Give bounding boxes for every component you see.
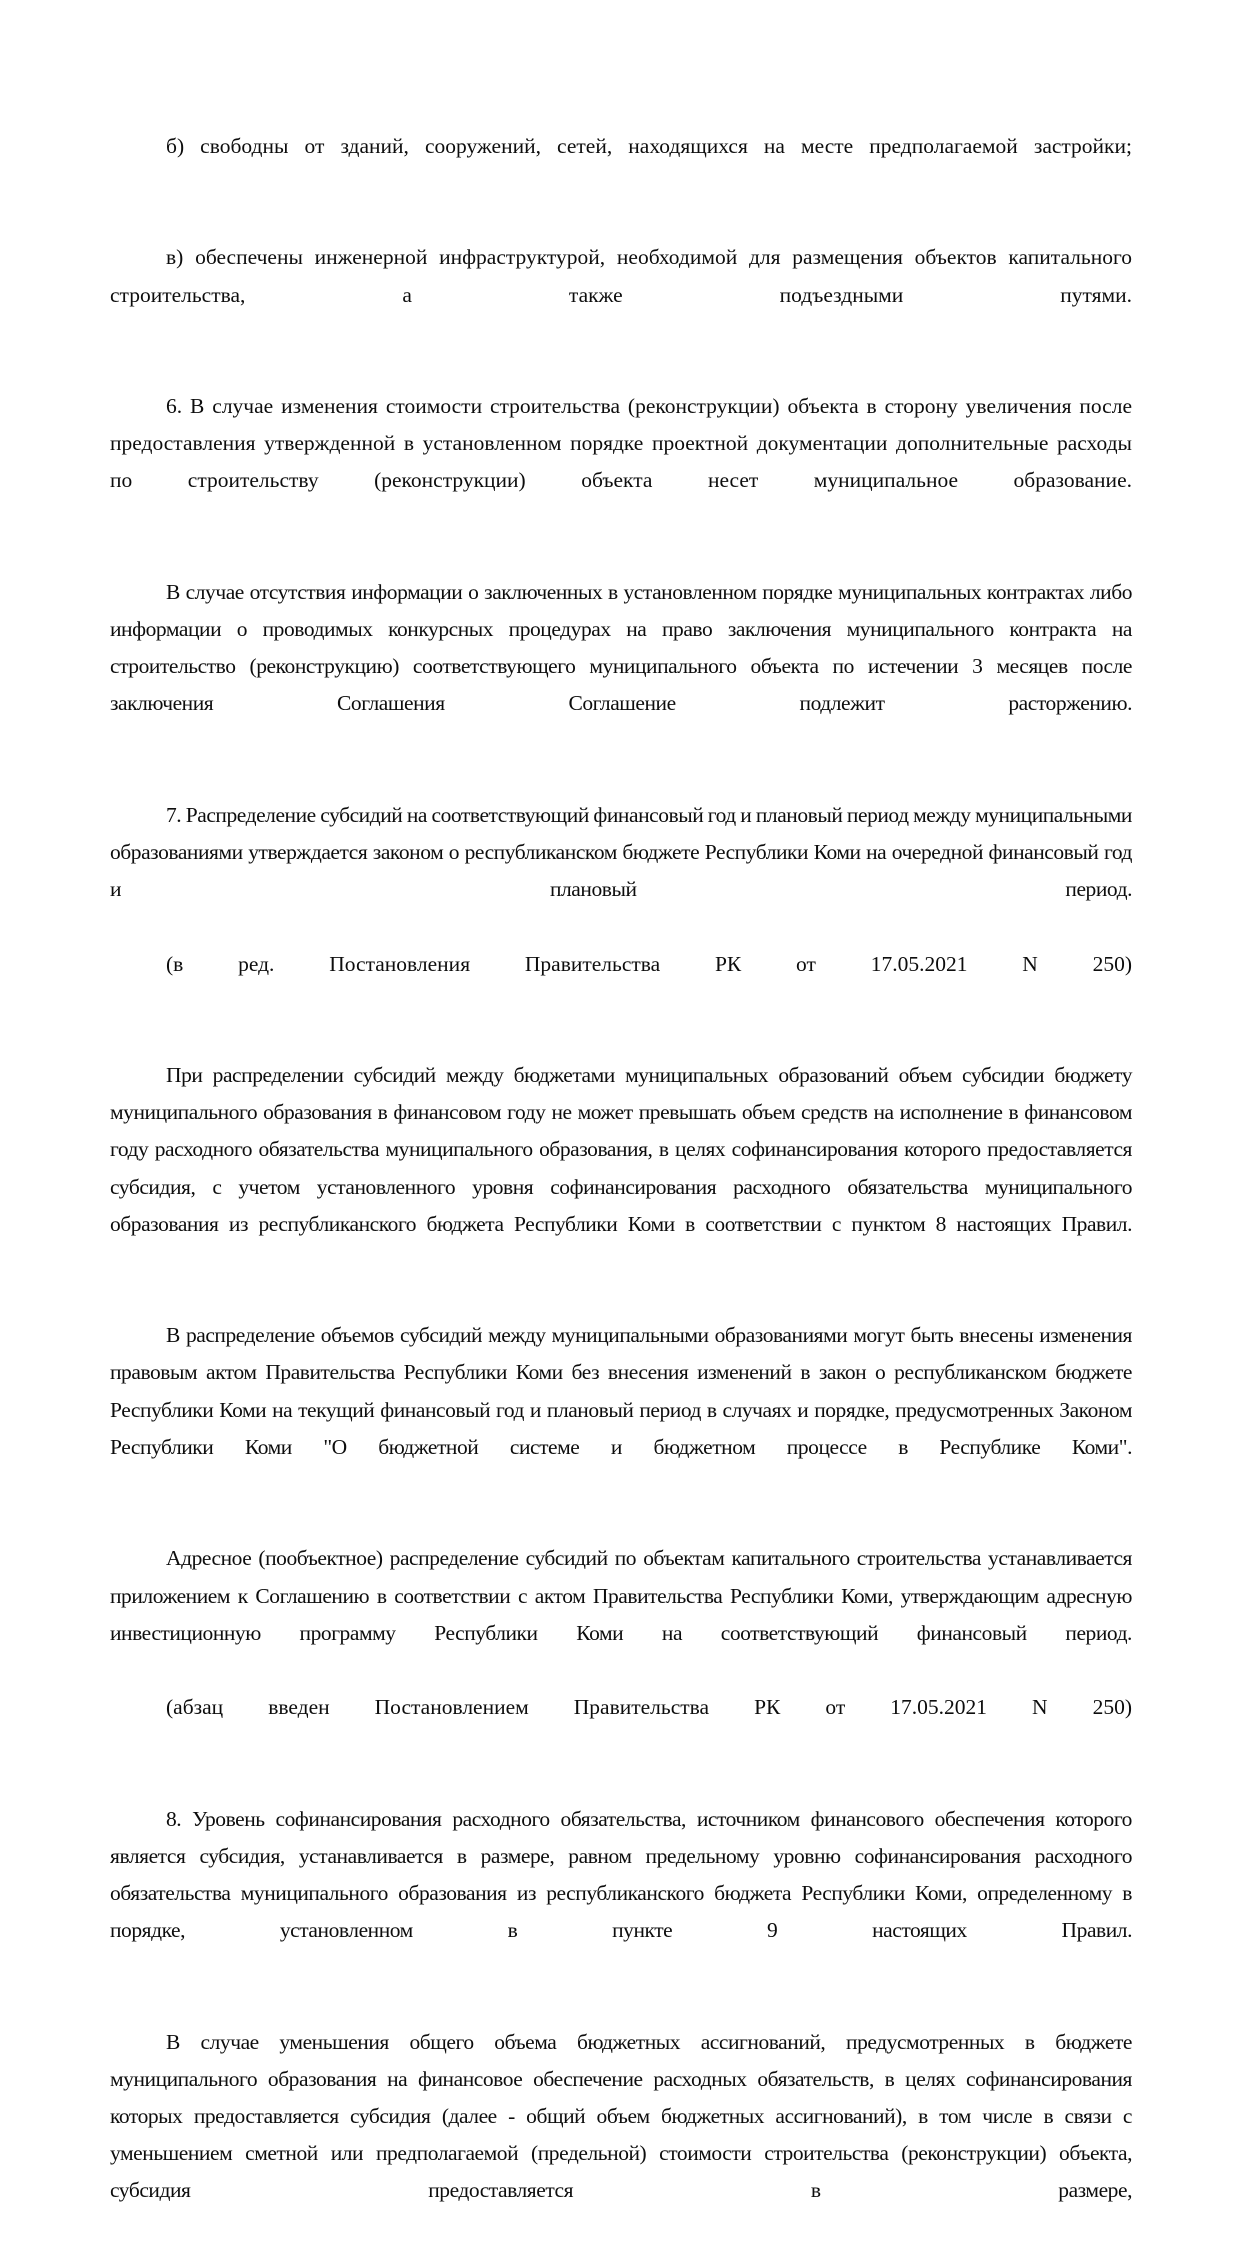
document-text-body <box>110 128 1132 2247</box>
paragraph-spacer <box>110 202 1132 239</box>
paragraph-spacer <box>110 1764 1132 1801</box>
clause-8: 8. Уровень софинансирования расходного обязательства, источником финансового обеспечения которого является субсидия, устанавливается в размере, равном предельному уровню софинансирования расходного обязательства муниципального образования из республиканского бюджета Республики Коми, определенному в порядке, установленном в пункте 9 настоящих Правил. <box>110 1806 1132 1943</box>
clause-6: 6. В случае изменения стоимости строительства (реконструкции) объекта в сторону увеличения после предоставления утвержденной в установленном порядке проектной документации дополнительные расходы по строительству (реконструкции) объекта несет муниципальное образование. <box>110 394 1132 493</box>
paragraph-spacer <box>110 351 1132 388</box>
paragraph-spacer <box>110 1503 1132 1540</box>
clause-7-paragraph-3: В распределение объемов субсидий между муниципальными образованиями могут быть внесены изменения правовым актом Правительства Республики Коми без внесения изменений в закон о республиканском бюджете Республики Коми на текущий финансовый год и плановый период в случаях и порядке, предусмотренных Законом Республики Коми "О бюджетной системе и бюджетном процессе в Республике Коми". <box>110 1323 1132 1459</box>
paragraph-spacer <box>110 760 1132 797</box>
list-item-b: б) свободны от зданий, сооружений, сетей, находящихся на месте предполагаемой застройки; <box>166 134 1132 158</box>
clause-7-paragraph-4: Адресное (пообъектное) распределение субсидий по объектам капитального строительства устанавливается приложением к Соглашению в соответствии с актом Правительства Республики Коми, утверждающим адресную инвестиционную программу Республики Коми на соответствующий финансовый период. <box>110 1546 1132 1645</box>
paragraph-spacer <box>110 1280 1132 1317</box>
clause-8-paragraph-2: В случае уменьшения общего объема бюджетных ассигнований, предусмотренных в бюджете муниципального образования на финансовое обеспечение расходных обязательств, в целях софинансирования которых предоставляется субсидия (далее - общий объем бюджетных ассигнований), в том числе в связи с уменьшением сметной или предполагаемой (предельной) стоимости строительства (реконструкции) объекта, субсидия предоставляется в размере, <box>110 2029 1132 2203</box>
clause-7-paragraph-2: При распределении субсидий между бюджетами муниципальных образований объем субсидии бюджету муниципального образования в финансовом году не может превышать объем средств на исполнение в финансовом году расходного обязательства муниципального образования, в целях софинансирования которого предоставляется субсидия, с учетом установленного уровня софинансирования расходного обязательства муниципального образования из республиканского бюджета Республики Коми в соответствии с пунктом 8 настоящих Правил. <box>110 1063 1132 1236</box>
list-item-v: в) обеспечены инженерной инфраструктурой, необходимой для размещения объектов капитального строительства, а также подъездными путями. <box>110 245 1132 307</box>
clause-6-paragraph-2: В случае отсутствия информации о заключенных в установленном порядке муниципальных контрактах либо информации о проводимых конкурсных процедурах на право заключения муниципального контракта на строительство (реконструкцию) соответствующего муниципального объекта по истечении 3 месяцев после заключения Соглашения Соглашение подлежит расторжению. <box>110 579 1132 716</box>
clause-7-citation: (в ред. Постановления Правительства РК от 17.05.2021 N 250) <box>166 951 1132 976</box>
clause-7: 7. Распределение субсидий на соответствующий финансовый год и плановый период между муниципальными образованиями утверждается законом о республиканском бюджете Республики Коми на очередной финансовый год и плановый период. <box>110 802 1132 902</box>
paragraph-spacer <box>110 1987 1132 2024</box>
clause-7-paragraph-4-citation: (абзац введен Постановлением Правительства РК от 17.05.2021 N 250) <box>166 1695 1132 1720</box>
paragraph-spacer <box>110 537 1132 574</box>
paragraph-spacer <box>110 1020 1132 1057</box>
